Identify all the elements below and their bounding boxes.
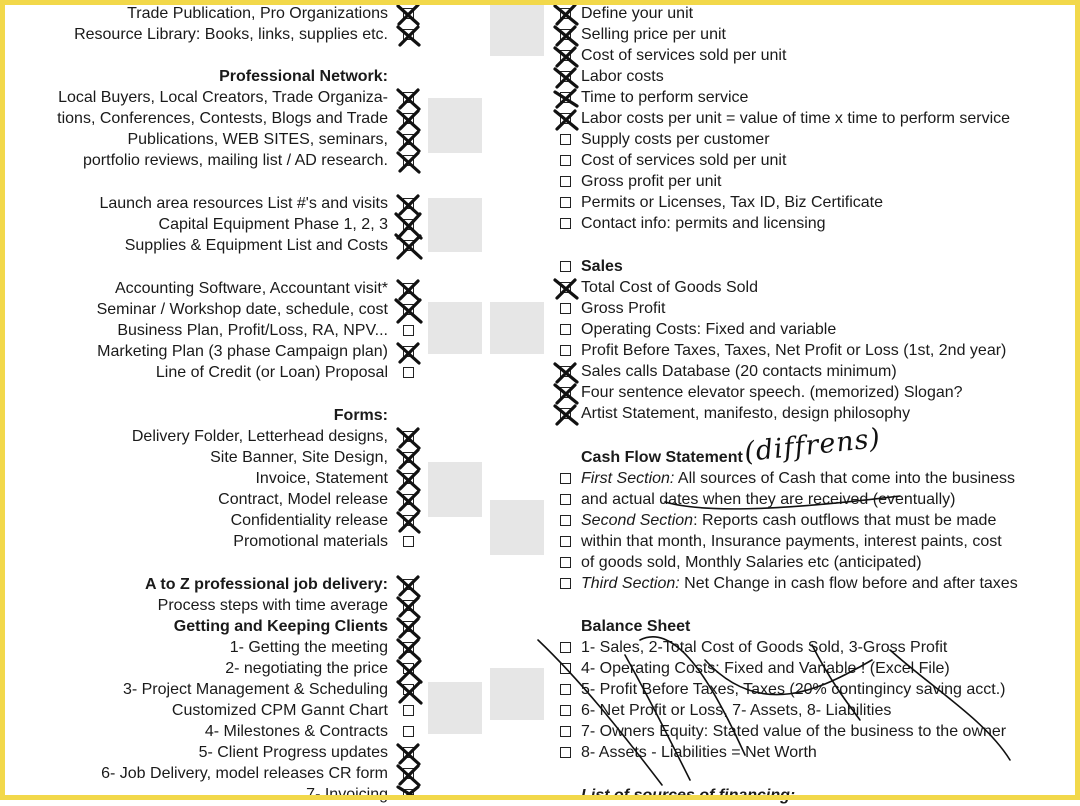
forms-heading: Forms: bbox=[333, 407, 388, 424]
checkbox[interactable] bbox=[403, 325, 414, 336]
unit-line: Supply costs per customer bbox=[581, 131, 770, 148]
sales-line: Operating Costs: Fixed and variable bbox=[581, 321, 837, 338]
professional-network-heading: Professional Network: bbox=[219, 68, 388, 85]
checkbox[interactable] bbox=[560, 29, 571, 40]
balance-line: 4- Operating Costs: Fixed and Variable ! (Excel File) bbox=[581, 660, 950, 677]
checkbox[interactable] bbox=[560, 134, 571, 145]
unit-line: Cost of services sold per unit bbox=[581, 152, 787, 169]
clients-line: 7- Invoicing bbox=[306, 786, 388, 803]
checkbox[interactable] bbox=[403, 726, 414, 737]
gray-block-4 bbox=[428, 302, 482, 354]
gray-block-7 bbox=[490, 500, 544, 555]
business-line: Accounting Software, Accountant visit* bbox=[114, 280, 388, 297]
sales-line: Artist Statement, manifesto, design philosophy bbox=[581, 405, 911, 422]
checkbox[interactable] bbox=[560, 71, 571, 82]
checkbox[interactable] bbox=[560, 303, 571, 314]
cash-flow-line: and actual dates when they are received (eventually) bbox=[581, 491, 956, 508]
checkbox[interactable] bbox=[403, 367, 414, 378]
sales-line: Gross Profit bbox=[581, 300, 666, 317]
checkbox[interactable] bbox=[403, 747, 414, 758]
business-line: Seminar / Workshop date, schedule, cost bbox=[96, 301, 388, 318]
checkbox[interactable] bbox=[560, 494, 571, 505]
checkbox[interactable] bbox=[403, 536, 414, 547]
checkbox[interactable] bbox=[403, 134, 414, 145]
checkbox[interactable] bbox=[560, 345, 571, 356]
second-section-label: Second Section bbox=[581, 512, 694, 529]
checkbox[interactable] bbox=[560, 642, 571, 653]
checkbox[interactable] bbox=[560, 197, 571, 208]
checkbox[interactable] bbox=[560, 92, 571, 103]
checkbox[interactable] bbox=[403, 113, 414, 124]
business-line: Business Plan, Profit/Loss, RA, NPV... bbox=[117, 322, 388, 339]
launch-line: Capital Equipment Phase 1, 2, 3 bbox=[158, 216, 388, 233]
first-section-text: All sources of Cash that come into the business bbox=[674, 470, 1015, 487]
cash-flow-line: within that month, Insurance payments, interest paints, cost bbox=[581, 533, 1002, 550]
checkbox[interactable] bbox=[560, 515, 571, 526]
resource-line: Resource Library: Books, links, supplies etc. bbox=[74, 26, 388, 43]
forms-line: Site Banner, Site Design, bbox=[210, 449, 388, 466]
checkbox[interactable] bbox=[403, 684, 414, 695]
clients-line: 4- Milestones & Contracts bbox=[204, 723, 388, 740]
launch-line: Supplies & Equipment List and Costs bbox=[124, 237, 388, 254]
clients-line: Customized CPM Gannt Chart bbox=[171, 702, 388, 719]
unit-line: Time to perform service bbox=[581, 89, 749, 106]
checkbox[interactable] bbox=[560, 324, 571, 335]
forms-line: Confidentiality release bbox=[230, 512, 388, 529]
checkbox[interactable] bbox=[560, 176, 571, 187]
sales-line: Total Cost of Goods Sold bbox=[581, 279, 758, 296]
check-x-marks-left bbox=[396, 5, 421, 800]
balance-line: 5- Profit Before Taxes, Taxes (20% contingincy saving acct.) bbox=[581, 681, 1006, 698]
clients-line: 3- Project Management & Scheduling bbox=[122, 681, 388, 698]
checkbox[interactable] bbox=[560, 663, 571, 674]
business-line: Marketing Plan (3 phase Campaign plan) bbox=[97, 343, 388, 360]
forms-line: Delivery Folder, Letterhead designs, bbox=[131, 428, 388, 445]
checkbox[interactable] bbox=[560, 408, 571, 419]
checkbox[interactable] bbox=[403, 198, 414, 209]
balance-line: 7- Owners Equity: Stated value of the business to the owner bbox=[581, 723, 1007, 740]
checkbox[interactable] bbox=[403, 768, 414, 779]
cash-flow-line bbox=[581, 468, 1015, 489]
balance-line: 6- Net Profit or Loss, 7- Assets, 8- Liabilities bbox=[581, 702, 892, 719]
checkbox[interactable] bbox=[403, 8, 414, 19]
unit-line: Labor costs bbox=[581, 68, 664, 85]
cash-flow-heading: Cash Flow Statement bbox=[581, 449, 743, 466]
checkbox[interactable] bbox=[403, 29, 414, 40]
checkbox[interactable] bbox=[403, 431, 414, 442]
checkbox[interactable] bbox=[403, 283, 414, 294]
checkbox[interactable] bbox=[403, 789, 414, 800]
checkbox[interactable] bbox=[403, 155, 414, 166]
sales-line: Four sentence elevator speech. (memorized) Slogan? bbox=[581, 384, 963, 401]
clients-line: 2- negotiating the price bbox=[225, 660, 388, 677]
checkbox[interactable] bbox=[403, 219, 414, 230]
checkbox[interactable] bbox=[403, 304, 414, 315]
unit-line: Permits or Licenses, Tax ID, Biz Certificate bbox=[581, 194, 884, 211]
checkbox[interactable] bbox=[560, 473, 571, 484]
third-section-text: Net Change in cash flow before and after taxes bbox=[679, 575, 1018, 592]
business-line: Line of Credit (or Loan) Proposal bbox=[155, 364, 388, 381]
checkbox[interactable] bbox=[560, 261, 571, 272]
gray-block-9 bbox=[490, 668, 544, 720]
network-line: portfolio reviews, mailing list / AD research. bbox=[83, 152, 388, 169]
launch-line: Launch area resources List #'s and visits bbox=[99, 195, 388, 212]
unit-line: Cost of services sold per unit bbox=[581, 47, 787, 64]
unit-line: Contact info: permits and licensing bbox=[581, 215, 826, 232]
checkbox[interactable] bbox=[560, 387, 571, 398]
handwritten-note: (diffrens) bbox=[742, 422, 883, 469]
gray-block-6 bbox=[428, 462, 482, 517]
clients-line: 6- Job Delivery, model releases CR form bbox=[101, 765, 388, 782]
checkbox[interactable] bbox=[403, 494, 414, 505]
balance-line: 8- Assets - Liabilities = Net Worth bbox=[581, 744, 817, 761]
sales-heading: Sales bbox=[581, 258, 623, 275]
checkbox[interactable] bbox=[560, 747, 571, 758]
financing-heading: List of sources of financing: bbox=[581, 787, 796, 804]
checkbox[interactable] bbox=[560, 50, 571, 61]
gray-block-8 bbox=[428, 682, 482, 734]
checkbox[interactable] bbox=[560, 578, 571, 589]
checkbox[interactable] bbox=[403, 92, 414, 103]
checkbox[interactable] bbox=[403, 663, 414, 674]
cash-flow-line: of goods sold, Monthly Salaries etc (anticipated) bbox=[581, 554, 922, 571]
checkbox[interactable] bbox=[560, 684, 571, 695]
resource-line: Trade Publication, Pro Organizations bbox=[127, 5, 388, 22]
cash-flow-line bbox=[581, 510, 996, 531]
unit-line: Labor costs per unit = value of time x time to perform service bbox=[581, 110, 1011, 127]
first-section-label: First Section: bbox=[581, 470, 675, 487]
forms-line: Promotional materials bbox=[233, 533, 388, 550]
gray-block-5 bbox=[490, 302, 544, 354]
checkbox[interactable] bbox=[403, 346, 414, 357]
third-section-label: Third Section: bbox=[581, 575, 680, 592]
sales-line: Sales calls Database (20 contacts minimum) bbox=[581, 363, 897, 380]
checkbox[interactable] bbox=[560, 155, 571, 166]
checkbox[interactable] bbox=[403, 473, 414, 484]
balance-line: 1- Sales, 2-Total Cost of Goods Sold, 3-Gross Profit bbox=[581, 639, 948, 656]
delivery-heading: A to Z professional job delivery: bbox=[145, 576, 388, 593]
checkbox[interactable] bbox=[403, 600, 414, 611]
check-x-marks-right bbox=[555, 5, 577, 424]
checkbox[interactable] bbox=[560, 366, 571, 377]
checkbox[interactable] bbox=[403, 240, 414, 251]
unit-line: Selling price per unit bbox=[581, 26, 726, 43]
gray-block-1 bbox=[490, 4, 544, 56]
checkbox[interactable] bbox=[403, 579, 414, 590]
cash-flow-line bbox=[581, 573, 1018, 594]
checkbox[interactable] bbox=[560, 705, 571, 716]
gray-block-3 bbox=[428, 198, 482, 252]
checkbox[interactable] bbox=[403, 642, 414, 653]
unit-line: Define your unit bbox=[581, 5, 694, 22]
balance-sheet-heading: Balance Sheet bbox=[581, 618, 691, 635]
network-line: tions, Conferences, Contests, Blogs and Trade bbox=[57, 110, 388, 127]
checkbox[interactable] bbox=[560, 282, 571, 293]
checkbox[interactable] bbox=[560, 218, 571, 229]
checkbox[interactable] bbox=[560, 113, 571, 124]
network-line: Local Buyers, Local Creators, Trade Organiza- bbox=[58, 89, 388, 106]
clients-line: 5- Client Progress updates bbox=[198, 744, 388, 761]
forms-line: Contract, Model release bbox=[218, 491, 388, 508]
network-line: Publications, WEB SITES, seminars, bbox=[127, 131, 388, 148]
checkbox[interactable] bbox=[560, 726, 571, 737]
checkbox[interactable] bbox=[560, 8, 571, 19]
forms-line: Invoice, Statement bbox=[255, 470, 388, 487]
checkbox[interactable] bbox=[560, 557, 571, 568]
unit-line: Gross profit per unit bbox=[581, 173, 722, 190]
checkbox[interactable] bbox=[403, 515, 414, 526]
gray-block-2 bbox=[428, 98, 482, 153]
checkbox[interactable] bbox=[403, 705, 414, 716]
checkbox[interactable] bbox=[560, 536, 571, 547]
delivery-line: Process steps with time average bbox=[157, 597, 388, 614]
checkbox[interactable] bbox=[403, 452, 414, 463]
checkbox[interactable] bbox=[403, 621, 414, 632]
clients-line: 1- Getting the meeting bbox=[229, 639, 388, 656]
clients-subheading: Getting and Keeping Clients bbox=[173, 618, 388, 635]
sales-line: Profit Before Taxes, Taxes, Net Profit or Loss (1st, 2nd year) bbox=[581, 342, 1007, 359]
second-section-text: : Reports cash outflows that must be made bbox=[693, 512, 997, 529]
